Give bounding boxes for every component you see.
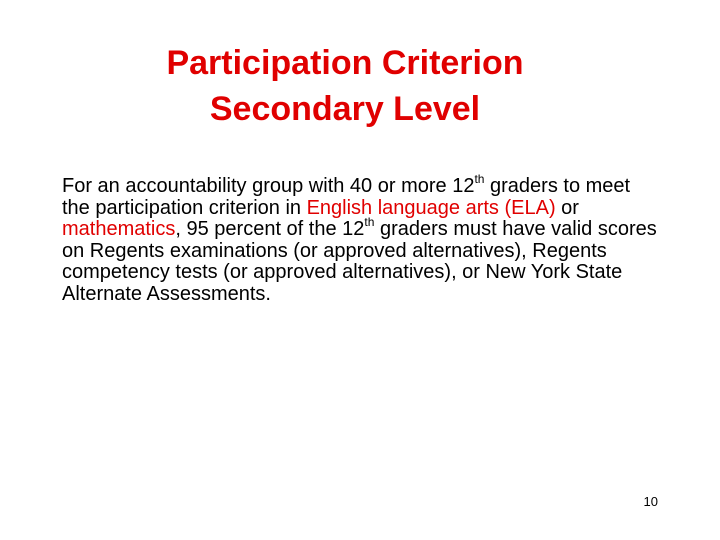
slide-title-line-1: Participation Criterion: [166, 44, 524, 82]
body-text-part-2: graders to meet the participation criterion in: [62, 175, 631, 219]
body-text-part-5: graders must have valid scores on Regents examinations (or approved alternatives), Regents competency tests (or approved alternatives), or New York State Alternate Assessments.: [62, 218, 657, 305]
page-number: 10: [643, 494, 658, 509]
ordinal-suffix-2: th: [364, 215, 375, 229]
slide-title-line-2: Secondary Level: [209, 90, 481, 128]
slide-body-text: [62, 172, 662, 305]
body-text-part-1: For an accountability group with 40 or more 12: [62, 175, 475, 197]
ela-subject-text: English language arts (ELA): [306, 196, 556, 219]
ordinal-suffix-1: th: [474, 172, 485, 186]
mathematics-subject-text: mathematics: [62, 218, 176, 240]
body-text-part-3: or: [555, 196, 579, 219]
body-text-part-4: , 95 percent of the 12: [175, 218, 365, 240]
slide-title: [100, 40, 590, 132]
